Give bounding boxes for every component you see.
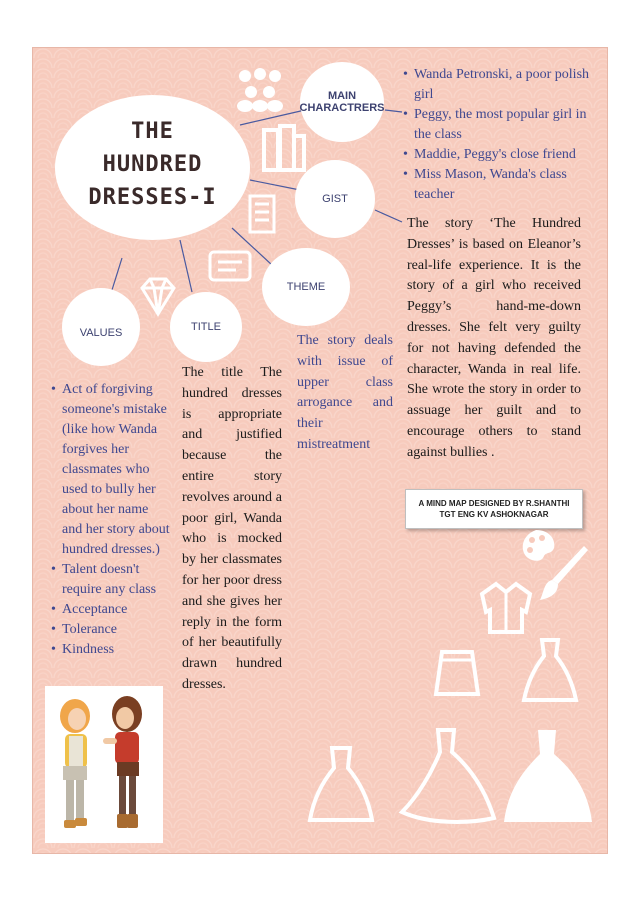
- character-item: • Maddie, Peggy's close friend: [403, 145, 603, 165]
- girl-left-figure: [60, 699, 90, 828]
- character-item: • Miss Mason, Wanda's class teacher: [403, 165, 603, 205]
- main-characters-node: MAIN CHARACTRERS: [299, 90, 385, 114]
- girls-illustration: [45, 686, 163, 843]
- main-title: [55, 115, 250, 214]
- ballgown-icon: [500, 726, 596, 826]
- title-line-1: THE: [131, 119, 174, 144]
- credit-line-2: TGT ENG KV ASHOKNAGAR: [439, 510, 549, 519]
- gist-paragraph: The story ‘The Hundred Dresses’ is based on Eleanor’s real-life experience. It is the story of a girl who received Peggy’s hand-me-down dresses. She felt very guilty for not having defended the character, Wanda in real life. She wrote the story in order to assuage her guilt and to encourage others to stand against bullies .: [407, 216, 581, 460]
- value-item: • Kindness: [51, 640, 171, 660]
- books-icon: [260, 122, 310, 177]
- skirt-icon: [432, 648, 482, 700]
- gown-icon: [306, 744, 376, 824]
- flowing-dress-icon: [398, 726, 498, 826]
- ticket-icon: [208, 250, 254, 284]
- girl-right-figure: [103, 696, 142, 828]
- values-node: VALUES: [79, 327, 123, 339]
- girls-drawing: [45, 686, 163, 843]
- document-icon: [248, 194, 278, 236]
- character-item: • Peggy, the most popular girl in the class: [403, 105, 603, 145]
- title-paragraph: The title The hundred dresses is appropriate and justified because the entire story revolves around a poor girl, Wanda who is mocked by her classmates for her poor dress and she gives her reply in the form of her beautifully drawn hundred dresses.: [182, 365, 282, 692]
- credit-line-1: A MIND MAP DESIGNED BY R.SHANTHI: [418, 499, 570, 508]
- value-item: • Tolerance: [51, 620, 171, 640]
- title-branch-node: TITLE: [191, 321, 221, 333]
- jacket-icon: [480, 582, 532, 634]
- title-line-3: DRESSES-I: [88, 185, 217, 210]
- character-item: • Wanda Petronski, a poor polish girl: [403, 65, 603, 105]
- theme-node: THEME: [286, 281, 326, 293]
- value-item: • Act of forgiving someone's mistake (like how Wanda forgives her classmates who used to bully her about her name and her story about hundred dresses.): [51, 380, 171, 560]
- title-line-2: HUNDRED: [102, 152, 203, 177]
- paintbrush-icon: [540, 544, 590, 604]
- people-icon: [235, 68, 285, 113]
- value-item: • Talent doesn't require any class: [51, 560, 171, 600]
- value-item: • Acceptance: [51, 600, 171, 620]
- values-list: [51, 380, 171, 660]
- theme-paragraph: The story deals with issue of upper class arrogance and their mistreatment: [297, 333, 393, 452]
- characters-list: [403, 65, 603, 205]
- gist-node: GIST: [322, 193, 348, 205]
- diamond-icon: [136, 276, 180, 318]
- credit-box: [405, 489, 583, 529]
- dress-icon: [520, 636, 580, 706]
